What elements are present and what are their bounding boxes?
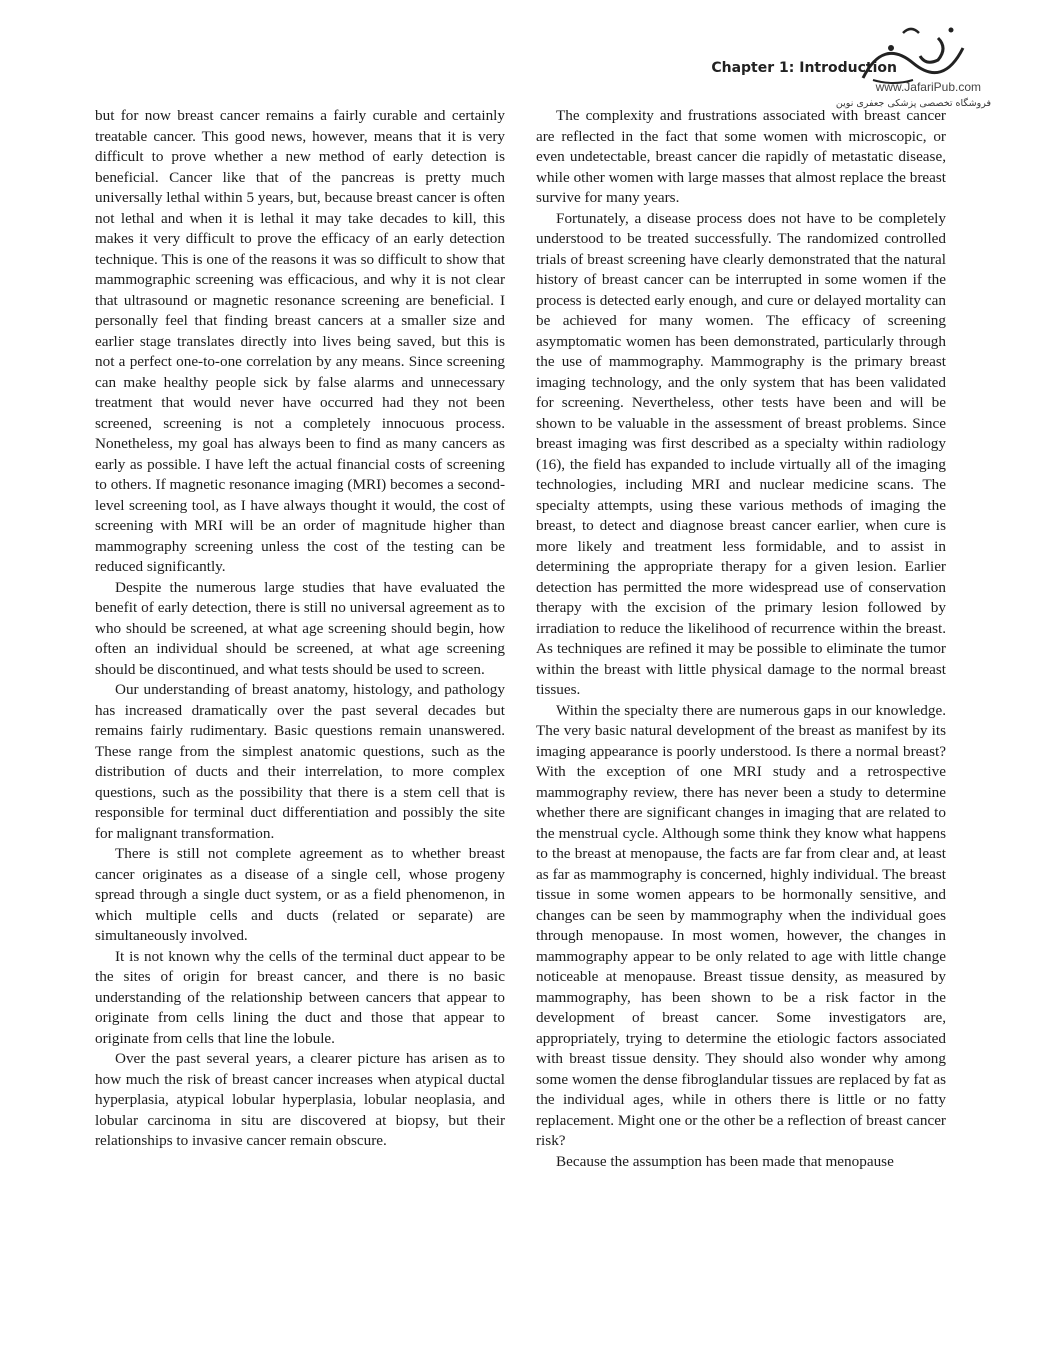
paragraph: Despite the numerous large studies that have evaluated the benefit of early detection, there is still no universal agreement as to who should be screened, at what age screening should begin, how often an individual should be screened, at what age screening should be discontinued, and what tests should be used to screen. bbox=[95, 578, 505, 678]
paragraph: but for now breast cancer remains a fairly curable and certainly treatable cancer. This good news, however, means that it is very difficult to prove whether a new method of early detection is beneficial. Cancer like that of the pancreas is pretty much universally lethal within 5 years, but, because breast cancer is often not lethal and when it is lethal it may take decades to kill, this makes it very difficult to prove the efficacy of an early detection technique. This is one of the reasons it was so difficult to show that mammographic screening was efficacious, and why it is not clear that ultrasound or magnetic resonance screening are beneficial. I personally feel that finding breast cancers at a smaller size and earlier stage translates directly into lives being saved, but this is not a perfect one-to-one correlation by any means. Since screening can make healthy people sick by false alarms and unnecessary treatment that would never have occurred had they not been screened, screening is not a completely innocuous process. Nonetheless, my goal has always been to find as many cancers as early as possible. I have left the actual financial costs of screening to others. If magnetic resonance imaging (MRI) becomes a second-level screening tool, as I have always thought it would, the cost of screening with MRI will be an order of magnitude higher than mammography screening unless the cost of the testing can be reduced significantly. bbox=[95, 107, 505, 575]
paragraph: Because the assumption has been made that menopause bbox=[556, 1152, 894, 1170]
paragraph: Within the specialty there are numerous gaps in our knowledge. The very basic natural development of the breast as manifest by its imaging appearance is poorly understood. Is there a normal breast? With the exception of one MRI study and a retrospective mammography review, there has never been a study to determine whether there are significant changes in imaging that are related to the menstrual cycle. Although some think they know what happens to the breast at menopause, the facts are far from clear and, at least as far as mammography is concerned, highly individual. The breast tissue in some women appears to be hormonally sensitive, and changes can be seen by mammography when the individual goes through menopause. In most women, however, the changes in mammography appear to be only related to age with little change noticeable at menopause. Breast tissue density, as measured by mammography, has been shown to be a risk factor in the development of breast cancer. Some investigators are, appropriately, trying to determine the etiologic factors associated with breast tissue density. They should also wonder why among some women the dense fibroglandular tissues are replaced by fat as the individual ages, while in others there is little or no fatty replacement. Might one or the other be a reflection of breast cancer risk? bbox=[536, 701, 946, 1149]
paragraph: There is still not complete agreement as to whether breast cancer originates as a disease of a single cell, whose progeny spread through a single duct system, or as a field phenomenon, in which multiple cells and ducts (related or separate) are simultaneously involved. bbox=[95, 845, 505, 944]
paragraph: It is not known why the cells of the terminal duct appear to be the sites of origin for breast cancer, and there is no basic understanding of the relationship between cancers that appear to originate from cells lining the duct and those that appear to originate from cells that line the lobule. bbox=[95, 947, 505, 1047]
watermark-url: www.JafariPub.com bbox=[875, 80, 981, 94]
running-header: Chapter 1: Introduction bbox=[711, 60, 897, 76]
paragraph: Our understanding of breast anatomy, histology, and pathology has increased dramatically over the past several decades but remains fairly rudimentary. Basic questions remain unanswered. These range from the simplest anatomic questions, such as the distribution of ducts and their interrelation, to more complex questions, such as the possibility that there is a stem cell that is responsible for terminal duct differentiation and possibly the site for malignant transformation. bbox=[95, 681, 505, 842]
paragraph: Over the past several years, a clearer picture has arisen as to how much the risk of breast cancer increases when atypical ductal hyperplasia, atypical lobular hyperplasia, lobular neoplasia, and lobular carcinoma in situ are discovered at biopsy, but their relationships to invasive cancer remain obscure. bbox=[95, 1050, 505, 1149]
paragraph: The complexity and frustrations associated with breast cancer are reflected in the fact that some women with microscopic, or even undetectable, breast cancer die rapidly of metastatic disease, while other women with large masses that almost replace the breast survive for many years. bbox=[536, 107, 946, 206]
watermark-farsi-text: فروشگاه تخصصی پزشکی جعفری نوین bbox=[835, 98, 991, 109]
left-column bbox=[95, 106, 505, 1152]
paragraph: Fortunately, a disease process does not have to be completely understood to be treated successfully. The randomized controlled trials of breast screening have clearly demonstrated that the natural history of breast cancer can be interrupted in some women if the process is detected early enough, and cure or delayed mortality can be achieved for many women. The efficacy of screening asymptomatic women has been demonstrated, particularly through the use of mammography. Mammography is the primary breast imaging technology, and the only system that has been validated for screening. Nevertheless, other tests have been and will be shown to be valuable in the assessment of breast problems. Since breast imaging was first described as a specialty within radiology (16), the field has expanded to include virtually all of the imaging technologies, including MRI and nuclear medicine scans. The specialty attempts, using these various methods of imaging the breast, to detect and diagnose breast cancer earlier, when cure is more likely and treatment less formidable, and to assist in determining the appropriate therapy for a given lesion. Earlier detection has permitted the more widespread use of conservation therapy with the excision of the primary lesion followed by irradiation to reduce the likelihood of recurrence within the breast. As techniques are refined it may be possible to eliminate the tumor within the breast with little physical damage to the normal breast tissues. bbox=[536, 209, 946, 698]
right-column bbox=[536, 106, 946, 1172]
